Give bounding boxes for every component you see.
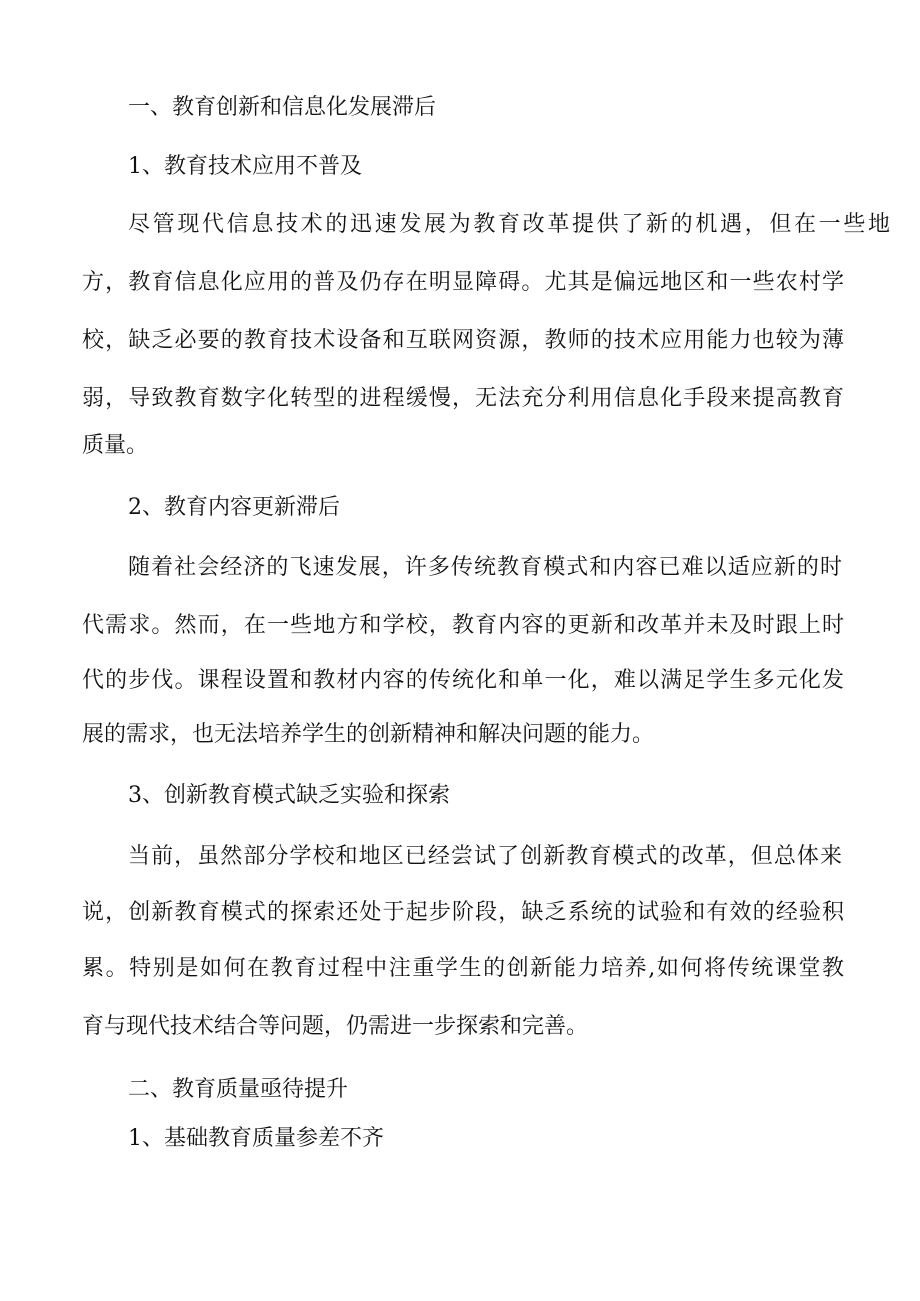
paragraph-line: 弱，导致教育数字化转型的进程缓慢，无法充分利用信息化手段来提高教育 bbox=[82, 386, 844, 411]
paragraph-line: 展的需求，也无法培养学生的创新精神和解决问题的能力。 bbox=[82, 722, 655, 747]
paragraph-line: 质量。 bbox=[82, 433, 149, 458]
paragraph-line: 校，缺乏必要的教育技术设备和互联网资源，教师的技术应用能力也较为薄 bbox=[82, 328, 844, 353]
section-heading-1: 一、教育创新和信息化发展滞后 bbox=[128, 95, 437, 120]
paragraph-line: 育与现代技术结合等问题，仍需进一步探索和完善。 bbox=[82, 1014, 589, 1039]
paragraph-line: 说，创新教育模式的探索还处于起步阶段，缺乏系统的试验和有效的经验积 bbox=[82, 900, 844, 925]
paragraph-line: 代的步伐。课程设置和教材内容的传统化和单一化，难以满足学生多元化发 bbox=[82, 668, 844, 693]
paragraph-line: 随着社会经济的飞速发展，许多传统教育模式和内容已难以适应新的时 bbox=[128, 555, 842, 580]
subheading-1-3: 3、创新教育模式缺乏实验和探索 bbox=[128, 783, 450, 808]
section-heading-2: 二、教育质量亟待提升 bbox=[128, 1077, 349, 1102]
paragraph-line: 当前，虽然部分学校和地区已经尝试了创新教育模式的改革，但总体来 bbox=[128, 844, 842, 869]
subheading-2-1: 1、基础教育质量参差不齐 bbox=[128, 1126, 384, 1151]
subheading-1-2: 2、教育内容更新滞后 bbox=[128, 495, 340, 520]
paragraph-line: 尽管现代信息技术的迅速发展为教育改革提供了新的机遇，但在一些地 bbox=[128, 212, 890, 237]
paragraph-line: 方，教育信息化应用的普及仍存在明显障碍。尤其是偏远地区和一些农村学 bbox=[82, 270, 844, 295]
subheading-1-1: 1、教育技术应用不普及 bbox=[128, 154, 362, 179]
paragraph-line: 代需求。然而，在一些地方和学校，教育内容的更新和改革并未及时跟上时 bbox=[82, 613, 844, 638]
paragraph-line: 累。特别是如何在教育过程中注重学生的创新能力培养,如何将传统课堂教 bbox=[82, 956, 844, 981]
